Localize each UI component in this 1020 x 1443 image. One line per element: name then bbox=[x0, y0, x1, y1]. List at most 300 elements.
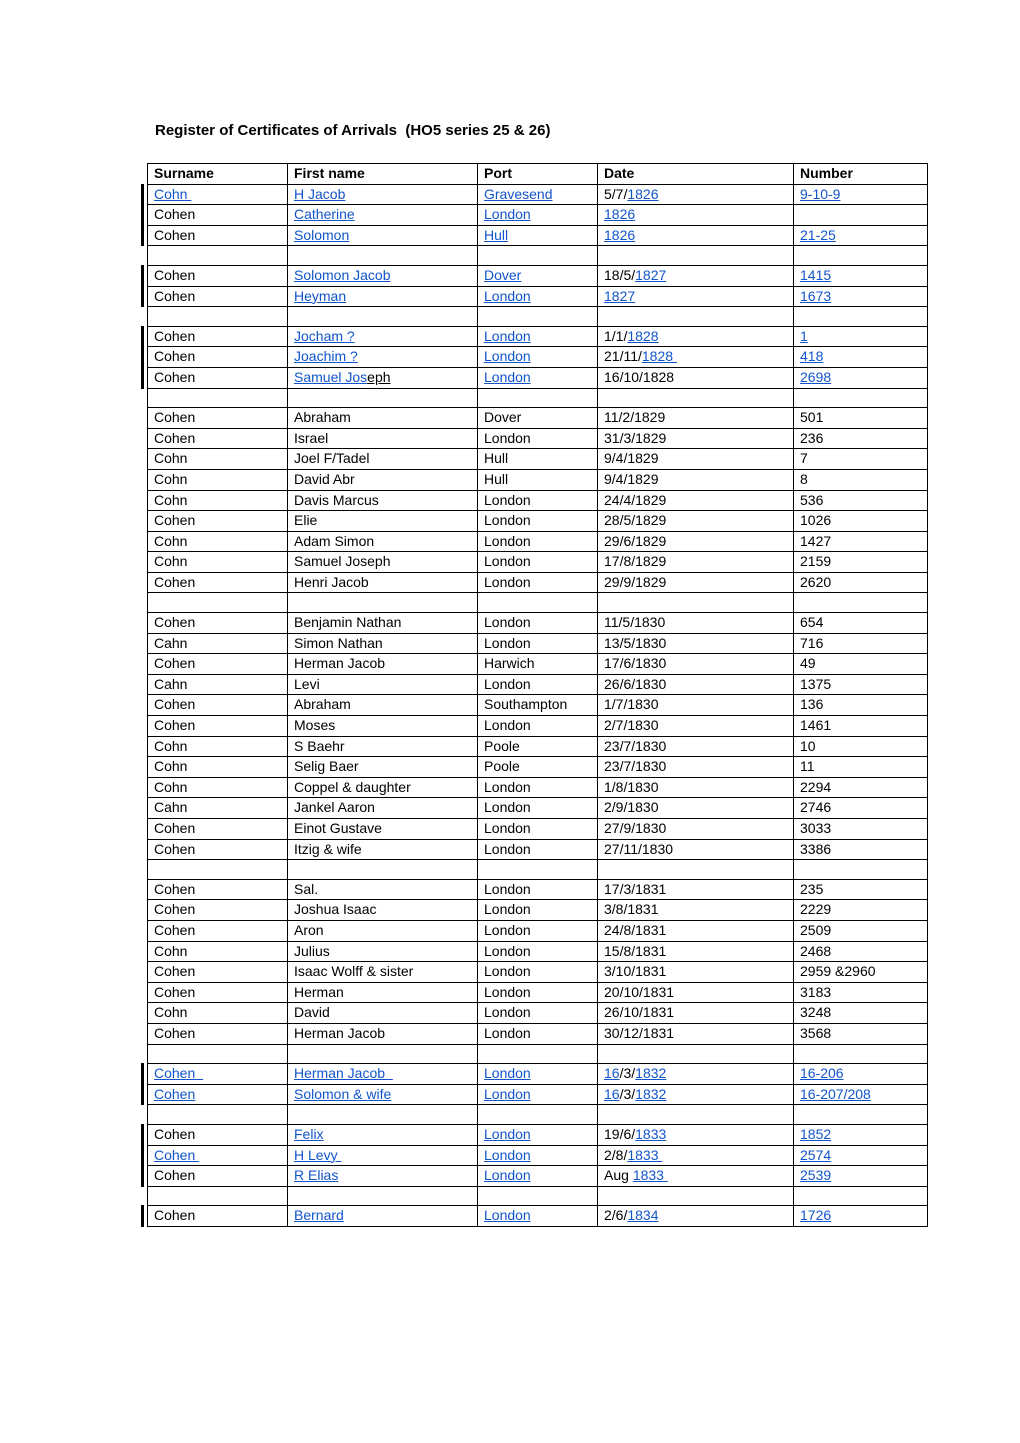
header-row bbox=[148, 164, 928, 185]
hyperlink[interactable]: Samuel Jos bbox=[294, 368, 368, 385]
cell-number bbox=[794, 490, 928, 511]
cell-date bbox=[598, 695, 794, 716]
table-row bbox=[148, 428, 928, 449]
hyperlink[interactable]: Solomon Jacob bbox=[294, 266, 391, 283]
cell-first-name bbox=[288, 982, 478, 1003]
hyperlink[interactable]: London bbox=[484, 206, 531, 223]
text-run: 9/4/1829 bbox=[604, 450, 659, 467]
hyperlink[interactable]: 1827 bbox=[604, 287, 636, 304]
text-run: Moses bbox=[294, 717, 336, 734]
text-run: Cohen bbox=[154, 1125, 196, 1142]
hyperlink[interactable]: London bbox=[484, 1125, 531, 1142]
hyperlink[interactable]: Cohen bbox=[154, 1146, 200, 1163]
cell-surname bbox=[148, 716, 288, 737]
cell-port bbox=[478, 879, 598, 900]
hyperlink[interactable]: 16 bbox=[604, 1085, 620, 1102]
cell-surname bbox=[148, 307, 288, 327]
hyperlink[interactable]: 2539 bbox=[800, 1167, 832, 1184]
text-run: Cahn bbox=[154, 634, 188, 651]
text-run-underlined: eph bbox=[367, 368, 391, 385]
cell-surname bbox=[148, 613, 288, 634]
text-run: London bbox=[484, 880, 531, 897]
table-row bbox=[148, 1064, 928, 1085]
text-run: 1461 bbox=[800, 717, 832, 734]
cell-number bbox=[794, 326, 928, 347]
hyperlink[interactable]: H Levy bbox=[294, 1146, 342, 1163]
cell-port bbox=[478, 1084, 598, 1105]
hyperlink[interactable]: 1826 bbox=[604, 206, 636, 223]
cell-date bbox=[598, 347, 794, 368]
table-row bbox=[148, 716, 928, 737]
text-run: 28/5/1829 bbox=[604, 512, 667, 529]
cell-first-name bbox=[288, 511, 478, 532]
text-run: Poole bbox=[484, 737, 520, 754]
cell-port bbox=[478, 920, 598, 941]
cell-first-name bbox=[288, 286, 478, 307]
text-run: Cohen bbox=[154, 983, 196, 1000]
cell-surname bbox=[148, 1166, 288, 1187]
hyperlink[interactable]: London bbox=[484, 1146, 531, 1163]
table-row bbox=[148, 469, 928, 490]
hyperlink[interactable]: 16 bbox=[604, 1065, 620, 1082]
cell-number bbox=[794, 572, 928, 593]
hyperlink[interactable]: Catherine bbox=[294, 206, 355, 223]
cell-surname bbox=[148, 246, 288, 266]
cell-port bbox=[478, 716, 598, 737]
cell-number bbox=[794, 819, 928, 840]
cell-first-name bbox=[288, 347, 478, 368]
cell-surname bbox=[148, 654, 288, 675]
cell-port bbox=[478, 819, 598, 840]
table-row bbox=[148, 1186, 928, 1206]
cell-date bbox=[598, 674, 794, 695]
text-run: 1427 bbox=[800, 532, 832, 549]
text-run: Einot Gustave bbox=[294, 820, 382, 836]
hyperlink[interactable]: 1828 bbox=[641, 348, 677, 365]
text-run: London bbox=[484, 820, 531, 836]
text-run: 29/9/1829 bbox=[604, 573, 667, 590]
text-run: 3033 bbox=[800, 820, 832, 836]
cell-number bbox=[794, 307, 928, 327]
text-run: 24/8/1831 bbox=[604, 921, 667, 938]
cell-port bbox=[478, 490, 598, 511]
cell-date bbox=[598, 286, 794, 307]
column-header-port: Port bbox=[478, 164, 598, 185]
cell-date bbox=[598, 1105, 794, 1125]
cell-first-name bbox=[288, 1044, 478, 1064]
text-run: London bbox=[484, 921, 531, 938]
text-run: 3183 bbox=[800, 983, 832, 1000]
text-run: Hull bbox=[484, 470, 509, 487]
cell-port bbox=[478, 654, 598, 675]
cell-surname bbox=[148, 839, 288, 860]
cell-date bbox=[598, 757, 794, 778]
hyperlink[interactable]: 1673 bbox=[800, 287, 832, 304]
hyperlink[interactable]: 1832 bbox=[635, 1085, 667, 1102]
cell-date bbox=[598, 225, 794, 246]
cell-number bbox=[794, 408, 928, 429]
cell-port bbox=[478, 1044, 598, 1064]
hyperlink[interactable]: 1833 bbox=[632, 1167, 668, 1184]
cell-date bbox=[598, 633, 794, 654]
cell-first-name bbox=[288, 1145, 478, 1166]
table-row bbox=[148, 388, 928, 408]
cell-date bbox=[598, 367, 794, 388]
text-run: Cohen bbox=[154, 717, 196, 734]
hyperlink[interactable]: Heyman bbox=[294, 287, 347, 304]
cell-port bbox=[478, 900, 598, 921]
table-row bbox=[148, 962, 928, 983]
text-run: 31/3/1829 bbox=[604, 429, 667, 446]
cell-number bbox=[794, 225, 928, 246]
cell-first-name bbox=[288, 798, 478, 819]
hyperlink[interactable]: 16-207/208 bbox=[800, 1085, 871, 1102]
cell-port bbox=[478, 469, 598, 490]
cell-first-name bbox=[288, 265, 478, 286]
cell-date bbox=[598, 490, 794, 511]
cell-number bbox=[794, 1003, 928, 1024]
text-run: 501 bbox=[800, 409, 824, 426]
text-run: 1026 bbox=[800, 512, 832, 529]
hyperlink[interactable]: London bbox=[484, 1065, 531, 1082]
text-run: 49 bbox=[800, 655, 816, 672]
cell-surname bbox=[148, 326, 288, 347]
cell-number bbox=[794, 367, 928, 388]
text-run: 15/8/1831 bbox=[604, 942, 667, 959]
cell-port bbox=[478, 777, 598, 798]
cell-number bbox=[794, 920, 928, 941]
table-row bbox=[148, 819, 928, 840]
text-run: Cohen bbox=[154, 368, 196, 385]
text-run: London bbox=[484, 553, 531, 570]
cell-surname bbox=[148, 1124, 288, 1145]
text-run: London bbox=[484, 1004, 531, 1021]
text-run: Coppel & daughter bbox=[294, 778, 411, 795]
text-run: Abraham bbox=[294, 409, 351, 426]
text-run: 3386 bbox=[800, 840, 832, 857]
text-run: 17/3/1831 bbox=[604, 880, 667, 897]
text-run: London bbox=[484, 840, 531, 857]
cell-number bbox=[794, 388, 928, 408]
cell-surname bbox=[148, 1023, 288, 1044]
cell-first-name bbox=[288, 777, 478, 798]
hyperlink[interactable]: 2698 bbox=[800, 368, 832, 385]
cell-number bbox=[794, 674, 928, 695]
cell-first-name bbox=[288, 1124, 478, 1145]
cell-first-name bbox=[288, 326, 478, 347]
hyperlink[interactable]: Cohen bbox=[154, 1085, 196, 1102]
text-run: 2/9/1830 bbox=[604, 799, 659, 816]
cell-date bbox=[598, 307, 794, 327]
text-run: Cohen bbox=[154, 287, 196, 304]
cell-surname bbox=[148, 900, 288, 921]
text-run: 5/7/ bbox=[604, 185, 628, 202]
cell-first-name bbox=[288, 962, 478, 983]
cell-surname bbox=[148, 736, 288, 757]
text-run: 2159 bbox=[800, 553, 832, 570]
text-run: Cohen bbox=[154, 1024, 196, 1041]
cell-port bbox=[478, 307, 598, 327]
cell-surname bbox=[148, 777, 288, 798]
table-row bbox=[148, 367, 928, 388]
text-run: 2/6/ bbox=[604, 1207, 628, 1224]
hyperlink[interactable]: Cohen bbox=[154, 1065, 204, 1082]
cell-surname bbox=[148, 469, 288, 490]
cell-number bbox=[794, 552, 928, 573]
table-row bbox=[148, 777, 928, 798]
cell-first-name bbox=[288, 920, 478, 941]
cell-surname bbox=[148, 531, 288, 552]
text-run: /3/ bbox=[619, 1065, 636, 1082]
text-run: Cahn bbox=[154, 799, 188, 816]
cell-surname bbox=[148, 286, 288, 307]
text-run: 18/5/ bbox=[604, 266, 636, 283]
cell-date bbox=[598, 1023, 794, 1044]
table-row bbox=[148, 839, 928, 860]
hyperlink[interactable]: London bbox=[484, 348, 531, 365]
table-row bbox=[148, 449, 928, 470]
text-run: 13/5/1830 bbox=[604, 634, 667, 651]
change-bar bbox=[141, 346, 144, 368]
text-run: 3568 bbox=[800, 1024, 832, 1041]
hyperlink[interactable]: London bbox=[484, 368, 531, 385]
cell-surname bbox=[148, 205, 288, 226]
hyperlink[interactable]: London bbox=[484, 1167, 531, 1184]
text-run: Cohn bbox=[154, 553, 188, 570]
text-run: Julius bbox=[294, 942, 330, 959]
cell-surname bbox=[148, 1003, 288, 1024]
table-row bbox=[148, 326, 928, 347]
cell-surname bbox=[148, 449, 288, 470]
hyperlink[interactable]: Jocham ? bbox=[294, 327, 355, 344]
text-run: Abraham bbox=[294, 696, 351, 713]
hyperlink[interactable]: 1828 bbox=[627, 327, 659, 344]
cell-port bbox=[478, 511, 598, 532]
table-row bbox=[148, 1084, 928, 1105]
cell-first-name bbox=[288, 1105, 478, 1125]
hyperlink[interactable]: London bbox=[484, 287, 531, 304]
hyperlink[interactable]: 1832 bbox=[635, 1065, 667, 1082]
hyperlink[interactable]: Solomon bbox=[294, 226, 350, 243]
text-run: 17/6/1830 bbox=[604, 655, 667, 672]
hyperlink[interactable]: Herman Jacob bbox=[294, 1065, 393, 1082]
text-run: Cohen bbox=[154, 266, 196, 283]
cell-first-name bbox=[288, 1003, 478, 1024]
text-run: 1/1/ bbox=[604, 327, 628, 344]
cell-date bbox=[598, 1124, 794, 1145]
cell-port bbox=[478, 1105, 598, 1125]
cell-date bbox=[598, 613, 794, 634]
text-run: Herman Jacob bbox=[294, 1024, 386, 1041]
cell-number bbox=[794, 736, 928, 757]
text-run: Cohen bbox=[154, 1167, 196, 1184]
hyperlink[interactable]: 1834 bbox=[627, 1207, 659, 1224]
cell-first-name bbox=[288, 246, 478, 266]
hyperlink[interactable]: 16-206 bbox=[800, 1065, 844, 1082]
cell-date bbox=[598, 511, 794, 532]
hyperlink[interactable]: 418 bbox=[800, 348, 824, 365]
hyperlink[interactable]: 2574 bbox=[800, 1146, 832, 1163]
cell-port bbox=[478, 941, 598, 962]
text-run: 27/9/1830 bbox=[604, 820, 667, 836]
cell-surname bbox=[148, 428, 288, 449]
cell-number bbox=[794, 1023, 928, 1044]
text-run: 23/7/1830 bbox=[604, 737, 667, 754]
cell-number bbox=[794, 1105, 928, 1125]
hyperlink[interactable]: 1726 bbox=[800, 1207, 832, 1224]
cell-surname bbox=[148, 757, 288, 778]
text-run: London bbox=[484, 675, 531, 692]
cell-number bbox=[794, 633, 928, 654]
table-row bbox=[148, 757, 928, 778]
cell-first-name bbox=[288, 531, 478, 552]
hyperlink[interactable]: Gravesend bbox=[484, 185, 553, 202]
text-run: Levi bbox=[294, 675, 320, 692]
cell-number bbox=[794, 1124, 928, 1145]
cell-first-name bbox=[288, 428, 478, 449]
cell-date bbox=[598, 736, 794, 757]
cell-port bbox=[478, 613, 598, 634]
table-row bbox=[148, 1206, 928, 1227]
table-row bbox=[148, 879, 928, 900]
table-row bbox=[148, 1105, 928, 1125]
hyperlink[interactable]: Cohn bbox=[154, 185, 192, 202]
text-run: Cohen bbox=[154, 573, 196, 590]
cell-surname bbox=[148, 1186, 288, 1206]
text-run: 2959 &2960 bbox=[800, 963, 876, 980]
cell-surname bbox=[148, 490, 288, 511]
table-row bbox=[148, 408, 928, 429]
cell-surname bbox=[148, 225, 288, 246]
cell-number bbox=[794, 1145, 928, 1166]
table-row bbox=[148, 1145, 928, 1166]
hyperlink[interactable]: 9-10-9 bbox=[800, 185, 841, 202]
cell-surname bbox=[148, 1084, 288, 1105]
page-title: Register of Certificates of Arrivals (HO5 series 25 & 26) bbox=[155, 122, 551, 139]
cell-surname bbox=[148, 674, 288, 695]
cell-port bbox=[478, 225, 598, 246]
cell-first-name bbox=[288, 408, 478, 429]
hyperlink[interactable]: R Elias bbox=[294, 1167, 339, 1184]
hyperlink[interactable]: 1826 bbox=[627, 185, 659, 202]
cell-surname bbox=[148, 593, 288, 613]
change-bar bbox=[141, 1165, 144, 1187]
cell-surname bbox=[148, 798, 288, 819]
text-run: S Baehr bbox=[294, 737, 345, 754]
text-run: London bbox=[484, 573, 531, 590]
text-run: 23/7/1830 bbox=[604, 758, 667, 775]
hyperlink[interactable]: London bbox=[484, 1207, 531, 1224]
text-run: Joshua Isaac bbox=[294, 901, 377, 918]
cell-number bbox=[794, 428, 928, 449]
text-run: 11/2/1829 bbox=[604, 409, 666, 426]
column-header-first-name: First name bbox=[288, 164, 478, 185]
text-run: 10 bbox=[800, 737, 816, 754]
table-row bbox=[148, 1124, 928, 1145]
text-run: 19/6/ bbox=[604, 1125, 636, 1142]
hyperlink[interactable]: 1827 bbox=[635, 266, 667, 283]
table-row bbox=[148, 1166, 928, 1187]
cell-port bbox=[478, 962, 598, 983]
hyperlink[interactable]: Felix bbox=[294, 1125, 324, 1142]
hyperlink[interactable]: London bbox=[484, 1085, 531, 1102]
cell-port bbox=[478, 633, 598, 654]
hyperlink[interactable]: Bernard bbox=[294, 1207, 344, 1224]
cell-port bbox=[478, 982, 598, 1003]
cell-date bbox=[598, 879, 794, 900]
text-run: Cohen bbox=[154, 880, 196, 897]
hyperlink[interactable]: H Jacob bbox=[294, 185, 346, 202]
text-run: Harwich bbox=[484, 655, 535, 672]
cell-first-name bbox=[288, 1186, 478, 1206]
change-bar bbox=[141, 265, 144, 287]
cell-surname bbox=[148, 367, 288, 388]
text-run: 2620 bbox=[800, 573, 832, 590]
text-run: Cohen bbox=[154, 429, 196, 446]
table-row bbox=[148, 511, 928, 532]
cell-surname bbox=[148, 1206, 288, 1227]
table-row bbox=[148, 613, 928, 634]
text-run: 1/8/1830 bbox=[604, 778, 659, 795]
hyperlink[interactable]: Hull bbox=[484, 226, 509, 243]
cell-date bbox=[598, 1003, 794, 1024]
hyperlink[interactable]: 1852 bbox=[800, 1125, 832, 1142]
cell-port bbox=[478, 347, 598, 368]
cell-date bbox=[598, 900, 794, 921]
cell-port bbox=[478, 1166, 598, 1187]
cell-date bbox=[598, 408, 794, 429]
cell-port bbox=[478, 1003, 598, 1024]
change-bar bbox=[141, 1084, 144, 1106]
cell-first-name bbox=[288, 633, 478, 654]
hyperlink[interactable]: Solomon & wife bbox=[294, 1085, 392, 1102]
cell-port bbox=[478, 265, 598, 286]
text-run: Cohen bbox=[154, 963, 196, 980]
cell-date bbox=[598, 860, 794, 880]
cell-surname bbox=[148, 879, 288, 900]
hyperlink[interactable]: Dover bbox=[484, 266, 522, 283]
text-run: Cohen bbox=[154, 696, 196, 713]
cell-number bbox=[794, 654, 928, 675]
cell-first-name bbox=[288, 205, 478, 226]
text-run: Henri Jacob bbox=[294, 573, 369, 590]
cell-port bbox=[478, 449, 598, 470]
cell-date bbox=[598, 531, 794, 552]
text-run: Cohen bbox=[154, 840, 196, 857]
hyperlink[interactable]: Joachim ? bbox=[294, 348, 358, 365]
hyperlink[interactable]: 1415 bbox=[800, 266, 832, 283]
hyperlink[interactable]: 1826 bbox=[604, 226, 636, 243]
cell-number bbox=[794, 798, 928, 819]
cell-first-name bbox=[288, 860, 478, 880]
text-run: Itzig & wife bbox=[294, 840, 362, 857]
cell-first-name bbox=[288, 552, 478, 573]
cell-surname bbox=[148, 388, 288, 408]
hyperlink[interactable]: London bbox=[484, 327, 531, 344]
hyperlink[interactable]: 1833 bbox=[635, 1125, 667, 1142]
hyperlink[interactable]: 1 bbox=[800, 327, 808, 344]
cell-surname bbox=[148, 552, 288, 573]
hyperlink[interactable]: 1833 bbox=[627, 1146, 663, 1163]
text-run: Sal. bbox=[294, 880, 319, 897]
table-row bbox=[148, 184, 928, 205]
text-run: Cohn bbox=[154, 778, 188, 795]
text-run: Jankel Aaron bbox=[294, 799, 375, 816]
hyperlink[interactable]: 21-25 bbox=[800, 226, 836, 243]
table-row bbox=[148, 798, 928, 819]
change-bar bbox=[141, 204, 144, 226]
text-run: Cohn bbox=[154, 1004, 188, 1021]
